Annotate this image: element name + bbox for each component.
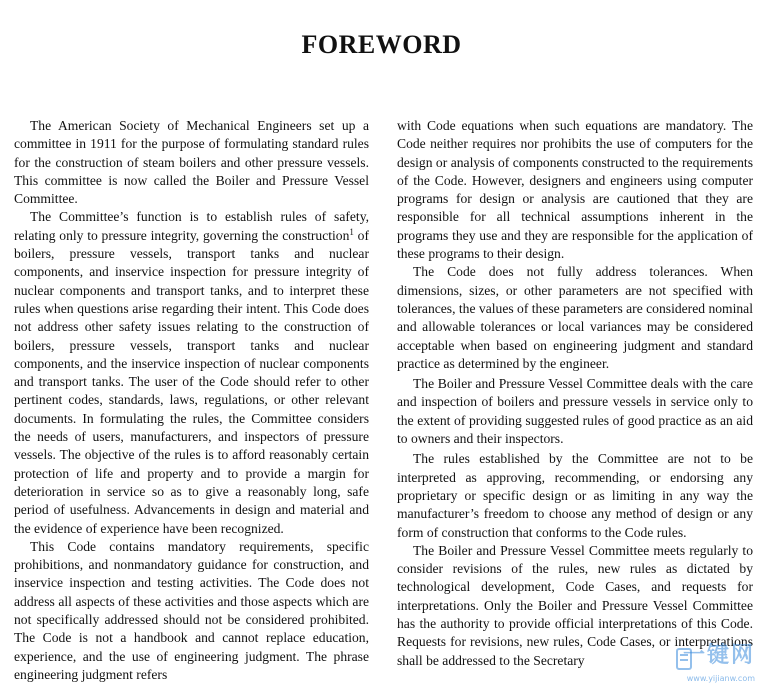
paragraph: The Code does not fully address tolerances. When dimensions, sizes, or other parameters are not specified with tolerances, the values of these parameters are considered nominal and allowable tolerances or local variances may be considered acceptable when based on engineering judgment and standard practice as determined by the engineer. [397,264,753,371]
paragraph: This Code contains mandatory requirements, specific prohibitions, and nonmandatory guidance for construction, and inservice inspection and testing activities. The Code does not address all aspects of these activities and those aspects which are not specifically addressed should not be considered prohibited. The Code is not a handbook and cannot replace education, experience, and the use of engineering judgment. The phrase engineering judgment refers [14,538,369,682]
footnote-marker: 1 [349,226,354,237]
paragraph: The American Society of Mechanical Engineers set up a committee in 1911 for the purpose of formulating standard rules for the construction of steam boilers and other pressure vessels. This committee is now called the Boiler and Pressure Vessel Committee. [14,118,369,207]
page-title: FOREWORD [301,30,462,59]
right-text-column [397,117,753,691]
watermark-text: 一键网 [682,643,755,668]
left-text-column [14,117,369,691]
paragraph: The Boiler and Pressure Vessel Committee deals with the care and inspection of boilers and pressure vessels in service only to the extent of providing suggested rules of good practice as an aid to owners and their inspectors. [397,376,753,447]
watermark-url: www.yijianw.com [686,674,755,683]
paragraph: with Code equations when such equations are mandatory. The Code neither requires nor prohibits the use of computers for the design or analysis of components constructed to the requirements of the Code. However, designers and engineers using computer programs for design or analysis are cautioned that they are responsible for all technical assumptions inherent in the programs they use and they are responsible for the application of these programs to their design. [397,118,753,262]
paragraph-text: of boilers, pressure vessels, transport tanks and nuclear components, and inservice inspection for pressure integrity of nuclear components and transport tanks, and to interpret these rules when questions arise regarding their intent. This Code does not address other safety issues relating to the construction of boilers, pressure vessels, transport tanks and nuclear components, and the inservice inspection of nuclear components and transport tanks. The user of the Code should refer to other pertinent codes, standards, laws, regulations, or other relevant documents. In formulating the rules, the Committee considers the needs of users, manufacturers, and inspectors of pressure vessels. The objective of the rules is to afford reasonably certain protection of life and property and to provide a margin for deterioration in service so as to give a reasonably long, safe period of usefulness. Advancements in design and material and the evidence of experience have been recognized. [14,227,369,536]
paragraph-text: The Committee’s function is to establish rules of safety, relating only to pressure integrity, governing the construction [14,209,369,243]
paragraph: The rules established by the Committee are not to be interpreted as approving, recommending, or endorsing any proprietary or specific design or as limiting in any way the manufacturer’s freedom to choose any method of design or any form of construction that conforms to the Code rules. [397,451,753,540]
paragraph [14,208,369,537]
paragraph: The Boiler and Pressure Vessel Committee meets regularly to consider revisions of the rules, new rules as dictated by technological development, Code Cases, and requests for interpretations. Only the Boiler and Pressure Vessel Committee has the authority to provide official interpretations of this Code. Requests for revisions, new rules, Code Cases, or interpretations shall be addressed to the Secretary [397,542,753,668]
